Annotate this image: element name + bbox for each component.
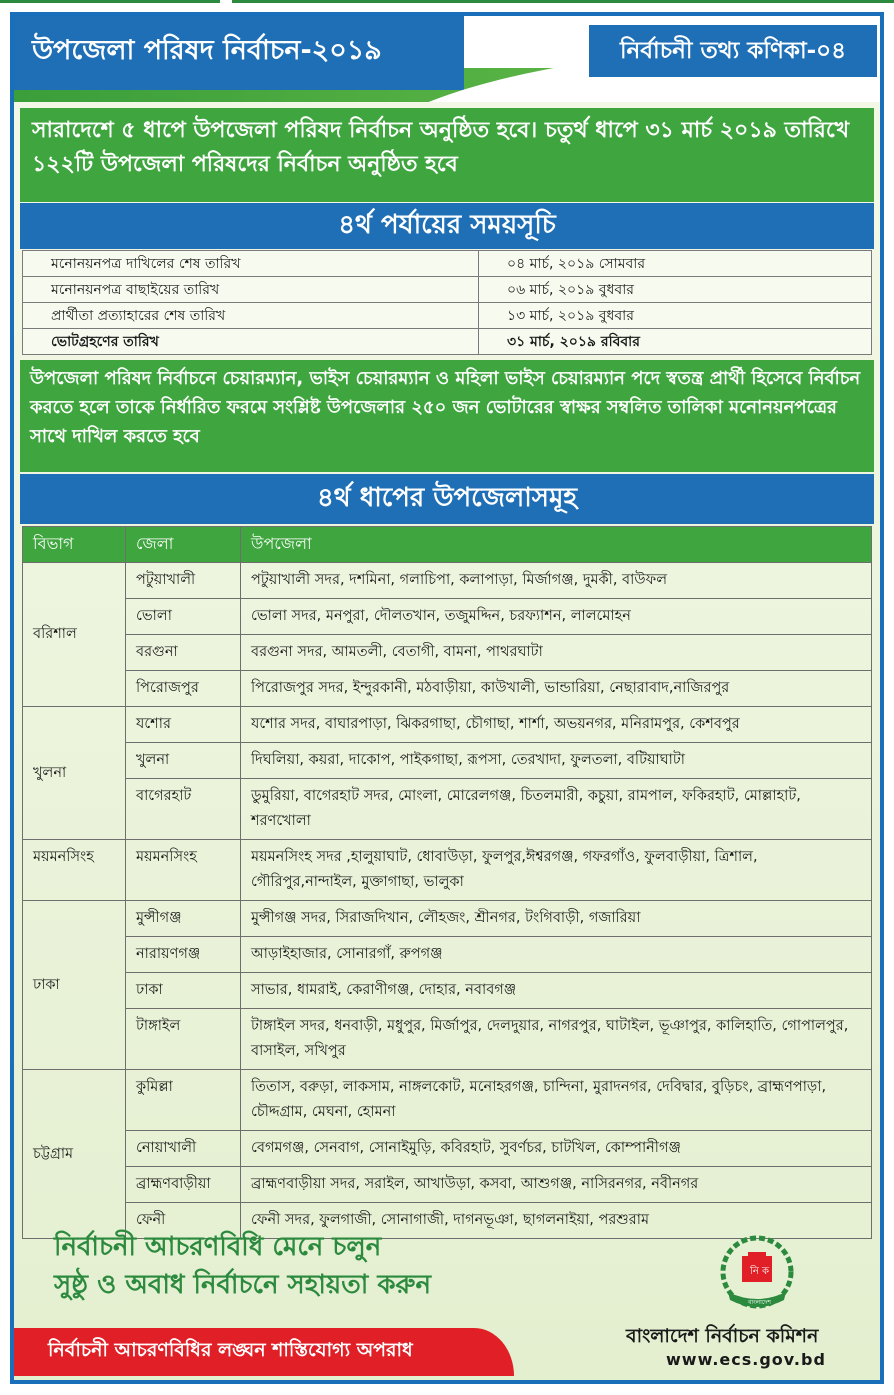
schedule-label: মনোনয়নপত্র দাখিলের শেষ তারিখ bbox=[23, 251, 479, 277]
schedule-value: ১৩ মার্চ, ২০১৯ বুধবার bbox=[479, 303, 872, 329]
schedule-label: মনোনয়নপত্র বাছাইয়ের তারিখ bbox=[23, 277, 479, 303]
district-cell: টাঙ্গাইল bbox=[126, 1009, 241, 1070]
poster-frame bbox=[10, 12, 884, 1384]
district-cell: পিরোজপুর bbox=[126, 671, 241, 707]
upazila-cell: মুন্সীগঞ্জ সদর, সিরাজদিখান, লৌহজং, শ্রীনগর, টংগিবাড়ী, গজারিয়া bbox=[241, 901, 872, 937]
table-row bbox=[23, 973, 872, 1009]
slogan-line: সুষ্ঠু ও অবাধ নির্বাচনে সহায়তা করুন bbox=[54, 1270, 431, 1300]
footer-slogan bbox=[54, 1228, 431, 1304]
upazila-table-header bbox=[23, 527, 872, 563]
election-commission-logo-icon bbox=[714, 1230, 800, 1316]
district-cell: খুলনা bbox=[126, 743, 241, 779]
upazila-table bbox=[22, 526, 872, 1239]
district-cell: ময়মনসিংহ bbox=[126, 840, 241, 901]
warning-banner: নির্বাচনী আচরণবিধির লঙ্ঘন শাস্তিযোগ্য অপরাধ bbox=[14, 1328, 514, 1376]
table-row bbox=[23, 563, 872, 599]
district-cell: ঢাকা bbox=[126, 973, 241, 1009]
schedule-title: ৪র্থ পর্যায়ের সময়সূচি bbox=[20, 203, 874, 249]
district-cell: ভোলা bbox=[126, 599, 241, 635]
table-row bbox=[23, 599, 872, 635]
slogan-line: নির্বাচনী আচরণবিধি মেনে চলুন bbox=[54, 1232, 382, 1262]
table-row bbox=[23, 707, 872, 743]
district-cell: বাগেরহাট bbox=[126, 779, 241, 840]
intro-text: সারাদেশে ৫ ধাপে উপজেলা পরিষদ নির্বাচন অনুষ্ঠিত হবে। চতুর্থ ধাপে ৩১ মার্চ ২০১৯ তারিখে ১২২টি উপজেলা পরিষদের নির্বাচন অনুষ্ঠিত হবে bbox=[20, 108, 874, 202]
upazila-cell: ব্রাহ্মণবাড়ীয়া সদর, সরাইল, আখাউড়া, কসবা, আশুগঞ্জ, নাসিরনগর, নবীনগর bbox=[241, 1167, 872, 1203]
upazila-cell: ফেনী সদর, ফুলগাজী, সোনাগাজী, দাগনভূঞা, ছাগলনাইয়া, পরশুরাম bbox=[241, 1203, 872, 1239]
table-row bbox=[23, 635, 872, 671]
district-cell: ফেনী bbox=[126, 1203, 241, 1239]
district-cell: নারায়ণগঞ্জ bbox=[126, 937, 241, 973]
upazila-cell: বেগমগঞ্জ, সেনবাগ, সোনাইমুড়ি, কবিরহাট, সুবর্ণচর, চাটখিল, কোম্পানীগঞ্জ bbox=[241, 1131, 872, 1167]
svg-text:বাংলাদেশ: বাংলাদেশ bbox=[748, 1299, 771, 1306]
upazila-cell: ময়মনসিংহ সদর ,হালুয়াঘাট, ধোবাউড়া, ফুলপুর,ঈশ্বরগঞ্জ, গফরগাঁও, ফুলবাড়ীয়া, ত্রিশাল, গৌরিপুর,নান্দাইল, মুক্তাগাছা, ভালুকা bbox=[241, 840, 872, 901]
header-band bbox=[14, 16, 880, 102]
division-cell: ঢাকা bbox=[23, 901, 126, 1070]
schedule-value: ০৬ মার্চ, ২০১৯ বুধবার bbox=[479, 277, 872, 303]
upazila-list-title: ৪র্থ ধাপের উপজেলাসমূহ bbox=[20, 474, 874, 524]
upazila-cell: পিরোজপুর সদর, ইন্দুরকানী, মঠবাড়ীয়া, কাউখালী, ভান্ডারিয়া, নেছারাবাদ,নাজিরপুর bbox=[241, 671, 872, 707]
schedule-value: ৩১ মার্চ, ২০১৯ রবিবার bbox=[479, 329, 872, 355]
poster-title: উপজেলা পরিষদ নির্বাচন-২০১৯ bbox=[32, 35, 382, 66]
division-cell: খুলনা bbox=[23, 707, 126, 840]
upazila-cell: আড়াইহাজার, সোনারগাঁ, রুপগঞ্জ bbox=[241, 937, 872, 973]
svg-text:নি ক: নি ক bbox=[750, 1266, 770, 1277]
series-badge: নির্বাচনী তথ্য কণিকা-০৪ bbox=[586, 22, 880, 80]
schedule-row bbox=[23, 251, 872, 277]
table-row bbox=[23, 1070, 872, 1131]
district-cell: পটুয়াখালী bbox=[126, 563, 241, 599]
table-row bbox=[23, 1131, 872, 1167]
table-row bbox=[23, 1167, 872, 1203]
table-row bbox=[23, 671, 872, 707]
top-accent-line bbox=[0, 0, 220, 3]
table-row bbox=[23, 901, 872, 937]
table-row bbox=[23, 743, 872, 779]
upazila-cell: ভোলা সদর, মনপুরা, দৌলতখান, তজুমদ্দিন, চরফ্যাশন, লালমোহন bbox=[241, 599, 872, 635]
column-header-upazila: উপজেলা bbox=[241, 527, 872, 563]
schedule-table bbox=[22, 250, 872, 355]
top-accent-line bbox=[232, 0, 894, 3]
table-row bbox=[23, 840, 872, 901]
district-cell: মুন্সীগঞ্জ bbox=[126, 901, 241, 937]
commission-website: www.ecs.gov.bd bbox=[666, 1350, 826, 1369]
schedule-label: প্রার্থীতা প্রত্যাহারের শেষ তারিখ bbox=[23, 303, 479, 329]
upazila-cell: পটুয়াখালী সদর, দশমিনা, গলাচিপা, কলাপাড়া, মির্জাগঞ্জ, দুমকী, বাউফল bbox=[241, 563, 872, 599]
division-cell: চট্টগ্রাম bbox=[23, 1070, 126, 1239]
upazila-cell: দিঘলিয়া, কয়রা, দাকোপ, পাইকগাছা, রূপসা, তেরখাদা, ফুলতলা, বটিয়াঘাটা bbox=[241, 743, 872, 779]
division-cell: বরিশাল bbox=[23, 563, 126, 707]
district-cell: ব্রাহ্মণবাড়ীয়া bbox=[126, 1167, 241, 1203]
table-row bbox=[23, 937, 872, 973]
district-cell: বরগুনা bbox=[126, 635, 241, 671]
upazila-cell: টাঙ্গাইল সদর, ধনবাড়ী, মধুপুর, মির্জাপুর, দেলদুয়ার, নাগরপুর, ঘাটাইল, ভূঞাপুর, কালিহাতি, গোপালপুর, বাসাইল, সখিপুর bbox=[241, 1009, 872, 1070]
upazila-cell: সাভার, ধামরাই, কেরাণীগঞ্জ, দোহার, নবাবগঞ্জ bbox=[241, 973, 872, 1009]
schedule-row bbox=[23, 277, 872, 303]
upazila-cell: বরগুনা সদর, আমতলী, বেতাগী, বামনা, পাথরঘাটা bbox=[241, 635, 872, 671]
column-header-division: বিভাগ bbox=[23, 527, 126, 563]
schedule-row-voting-day bbox=[23, 329, 872, 355]
division-cell: ময়মনসিংহ bbox=[23, 840, 126, 901]
schedule-row bbox=[23, 303, 872, 329]
district-cell: যশোর bbox=[126, 707, 241, 743]
upazila-cell: যশোর সদর, বাঘারপাড়া, ঝিকরগাছা, চৌগাছা, শার্শা, অভয়নগর, মনিরামপুর, কেশবপুর bbox=[241, 707, 872, 743]
schedule-label: ভোটগ্রহণের তারিখ bbox=[23, 329, 479, 355]
independent-candidate-rule: উপজেলা পরিষদ নির্বাচনে চেয়ারম্যান, ভাইস চেয়ারম্যান ও মহিলা ভাইস চেয়ারম্যান পদে স্বতন্ত্র প্রার্থী হিসেবে নির্বাচন করতে হলে তাকে নির্ধারিত ফরমে সংশ্লিষ্ট উপজেলার ২৫০ জন ভোটারের স্বাক্ষর সম্বলিত তালিকা মনোনয়নপত্রের সাথে দাখিল করতে হবে bbox=[20, 360, 874, 472]
table-row bbox=[23, 1009, 872, 1070]
commission-name: বাংলাদেশ নির্বাচন কমিশন bbox=[626, 1325, 819, 1347]
upazila-cell: তিতাস, বরুড়া, লাকসাম, নাঙ্গলকোট, মনোহরগঞ্জ, চান্দিনা, মুরাদনগর, দেবিদ্বার, বুড়িচং, ব্রাহ্মণপাড়া, চৌদ্দগ্রাম, মেঘনা, হোমনা bbox=[241, 1070, 872, 1131]
upazila-cell: ডুমুরিয়া, বাগেরহাট সদর, মোংলা, মোরেলগঞ্জ, চিতলমারী, কচুয়া, রামপাল, ফকিরহাট, মোল্লাহাট, শরণখোলা bbox=[241, 779, 872, 840]
district-cell: নোয়াখালী bbox=[126, 1131, 241, 1167]
schedule-value: ০৪ মার্চ, ২০১৯ সোমবার bbox=[479, 251, 872, 277]
column-header-district: জেলা bbox=[126, 527, 241, 563]
table-row bbox=[23, 779, 872, 840]
district-cell: কুমিল্লা bbox=[126, 1070, 241, 1131]
